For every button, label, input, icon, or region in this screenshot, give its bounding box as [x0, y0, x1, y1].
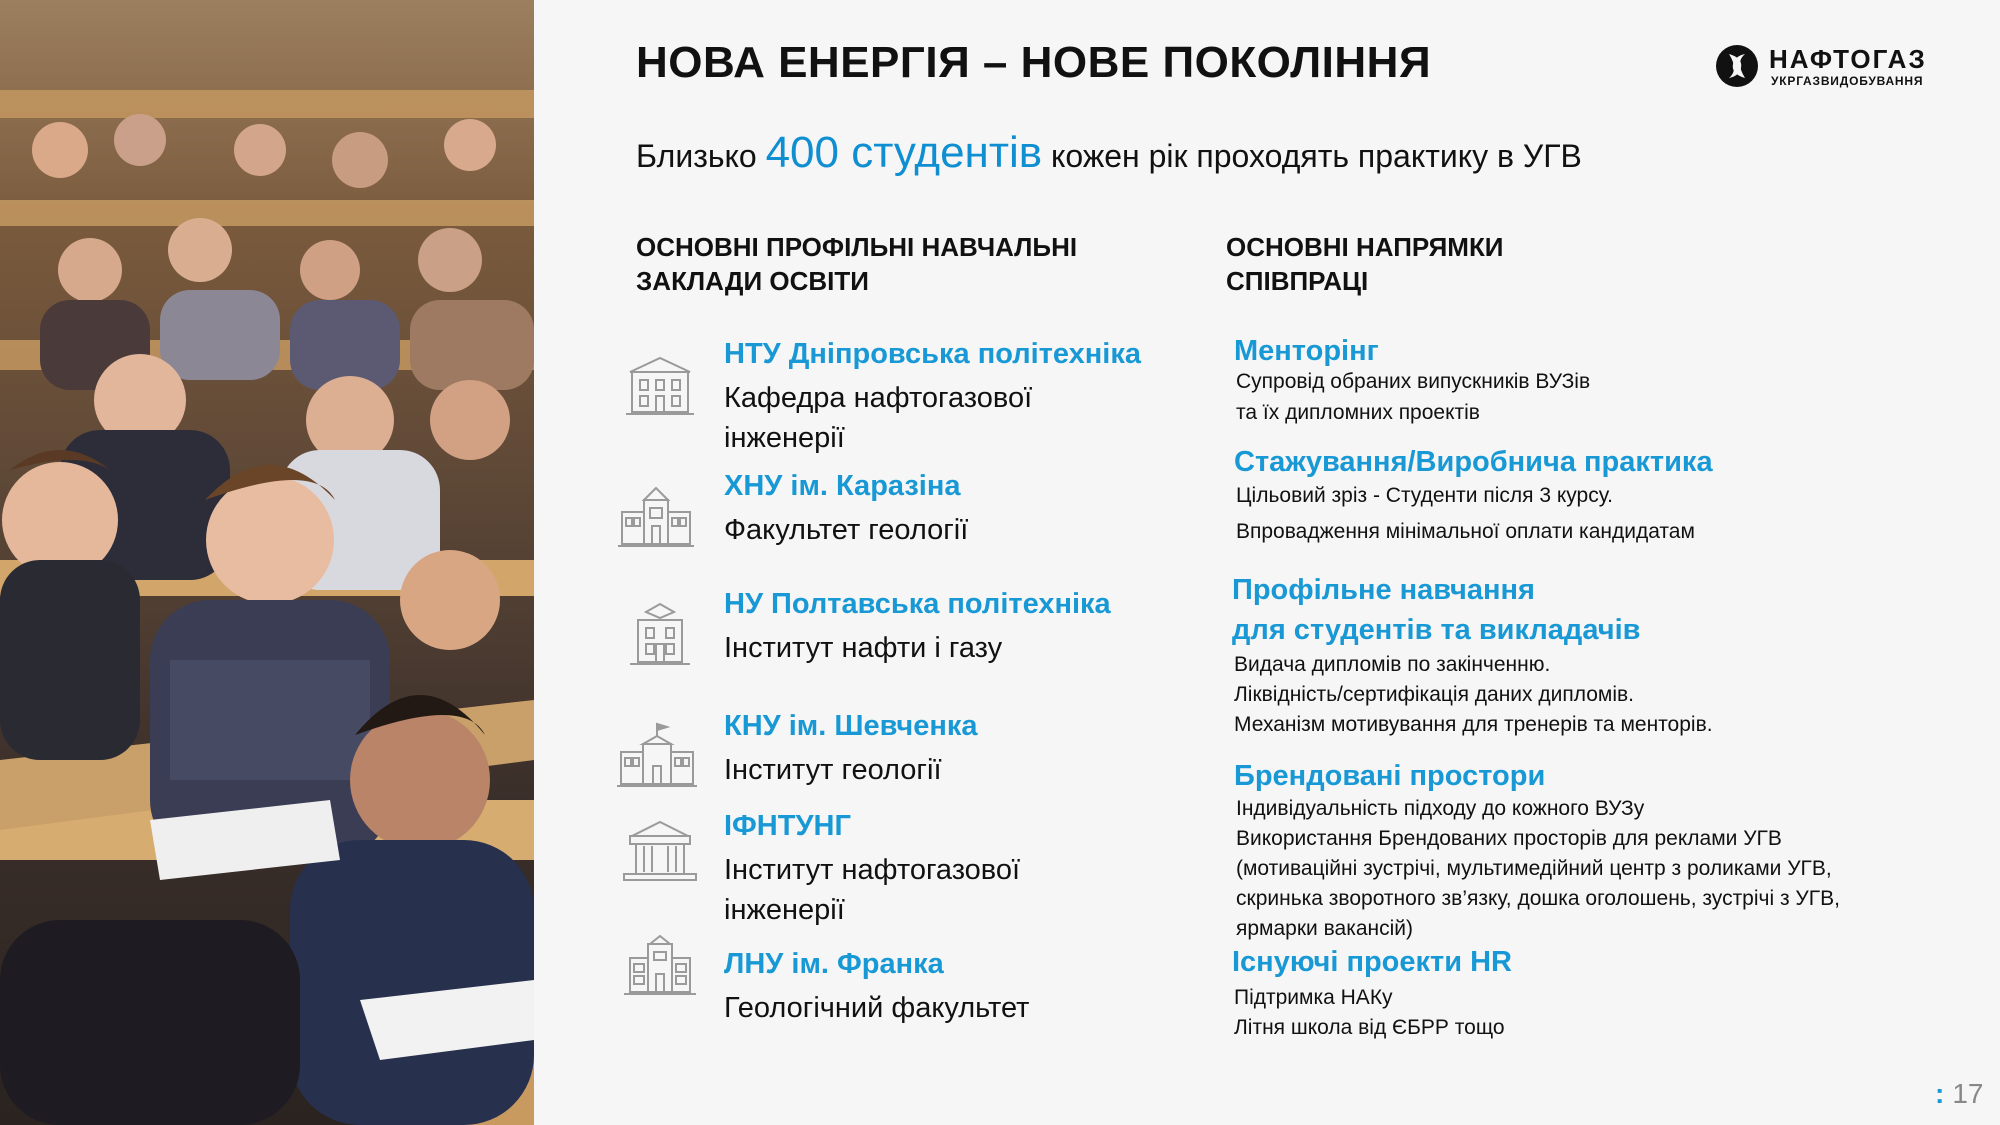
university-department: Кафедра нафтогазової інженерії	[724, 382, 1033, 454]
direction-title-branded-spaces: Брендовані простори	[1234, 760, 1546, 792]
university-building-icon	[620, 814, 700, 884]
university-department: Інститут геології	[724, 754, 942, 786]
logo-subtitle: УКРГАЗВИДОБУВАННЯ	[1771, 74, 1924, 88]
direction-title-training: Профільне навчання	[1232, 574, 1535, 606]
direction-line: Ліквідність/сертифікація даних дипломів.	[1234, 683, 1634, 706]
page-number-value: 17	[1952, 1078, 1984, 1109]
photo-illustration	[0, 0, 534, 1125]
direction-line: скринька зворотного зв’язку, дошка оголошень, зустрічі з УГВ,	[1236, 887, 1840, 910]
university-name: ІФНТУНГ	[724, 810, 851, 842]
university-building-icon	[620, 600, 700, 670]
naftogaz-logo	[1715, 40, 1945, 96]
direction-line: та їх дипломних проектів	[1236, 401, 1480, 424]
direction-line: ярмарки вакансій)	[1236, 917, 1414, 940]
students-count-highlight: 400 студентів	[765, 128, 1043, 177]
direction-line: Підтримка НАКу	[1234, 986, 1393, 1009]
university-building-icon	[620, 350, 700, 420]
direction-line: Літня школа від ЄБРР тощо	[1234, 1016, 1505, 1039]
university-item	[620, 338, 1140, 458]
naftogaz-flame-icon	[1715, 44, 1759, 88]
slide-title: НОВА ЕНЕРГІЯ – НОВЕ ПОКОЛІННЯ	[636, 38, 1432, 87]
universities-heading-line: ЗАКЛАДИ ОСВІТИ	[636, 266, 869, 296]
universities-heading	[636, 230, 1077, 298]
students-count-line	[636, 128, 1582, 178]
university-building-icon	[620, 930, 700, 1000]
students-lecture-photo	[0, 0, 534, 1125]
direction-line: Видача дипломів по закінченню.	[1234, 653, 1551, 676]
direction-line: Механізм мотивування для тренерів та менторів.	[1234, 713, 1713, 736]
universities-heading-line: ОСНОВНІ ПРОФІЛЬНІ НАВЧАЛЬНІ	[636, 232, 1078, 262]
university-item	[620, 588, 1140, 688]
university-department: Інститут нафтогазової інженерії	[724, 854, 1021, 926]
logo-name: НАФТОГАЗ	[1769, 44, 1927, 74]
university-name: ЛНУ ім. Франка	[724, 948, 944, 980]
subtitle-prefix: Близько	[636, 138, 757, 174]
university-item	[620, 470, 1140, 570]
university-department: Геологічний факультет	[724, 992, 1030, 1024]
university-department: Факультет геології	[724, 514, 969, 546]
cooperation-heading	[1226, 230, 1504, 298]
direction-title-mentoring: Менторінг	[1234, 335, 1379, 367]
university-name: ХНУ ім. Каразіна	[724, 470, 961, 502]
university-item	[620, 710, 1140, 810]
university-building-icon	[610, 482, 702, 552]
university-item	[620, 810, 1140, 930]
page-number	[1935, 1078, 1983, 1110]
direction-line: Використання Брендованих просторів для реклами УГВ	[1236, 827, 1782, 850]
cooperation-heading-line: СПІВПРАЦІ	[1226, 266, 1369, 296]
subtitle-suffix: кожен рік проходять практику в УГВ	[1051, 138, 1582, 174]
cooperation-heading-line: ОСНОВНІ НАПРЯМКИ	[1226, 232, 1504, 262]
direction-line: (мотиваційні зустрічі, мультимедійний центр з роликами УГВ,	[1236, 857, 1832, 880]
direction-line: Індивідуальність підходу до кожного ВУЗу	[1236, 797, 1645, 820]
page-number-colon: :	[1935, 1078, 1945, 1109]
direction-line: Впровадження мінімальної оплати кандидатам	[1236, 520, 1695, 543]
university-department: Інститут нафти і газу	[724, 632, 1003, 664]
direction-title-hr-projects: Існуючі проекти HR	[1232, 946, 1513, 978]
direction-line: Цільовий зріз - Студенти після 3 курсу.	[1236, 484, 1613, 507]
university-name: НУ Полтавська політехніка	[724, 588, 1111, 620]
university-name: НТУ Дніпровська політехніка	[724, 338, 1141, 370]
university-building-icon	[614, 722, 700, 792]
direction-line: Супровід обраних випускників ВУЗів	[1236, 370, 1591, 393]
university-item	[620, 948, 1140, 1048]
direction-title-training: для студентів та викладачів	[1232, 614, 1641, 646]
university-name: КНУ ім. Шевченка	[724, 710, 978, 742]
direction-title-internship: Стажування/Виробнича практика	[1234, 446, 1713, 478]
